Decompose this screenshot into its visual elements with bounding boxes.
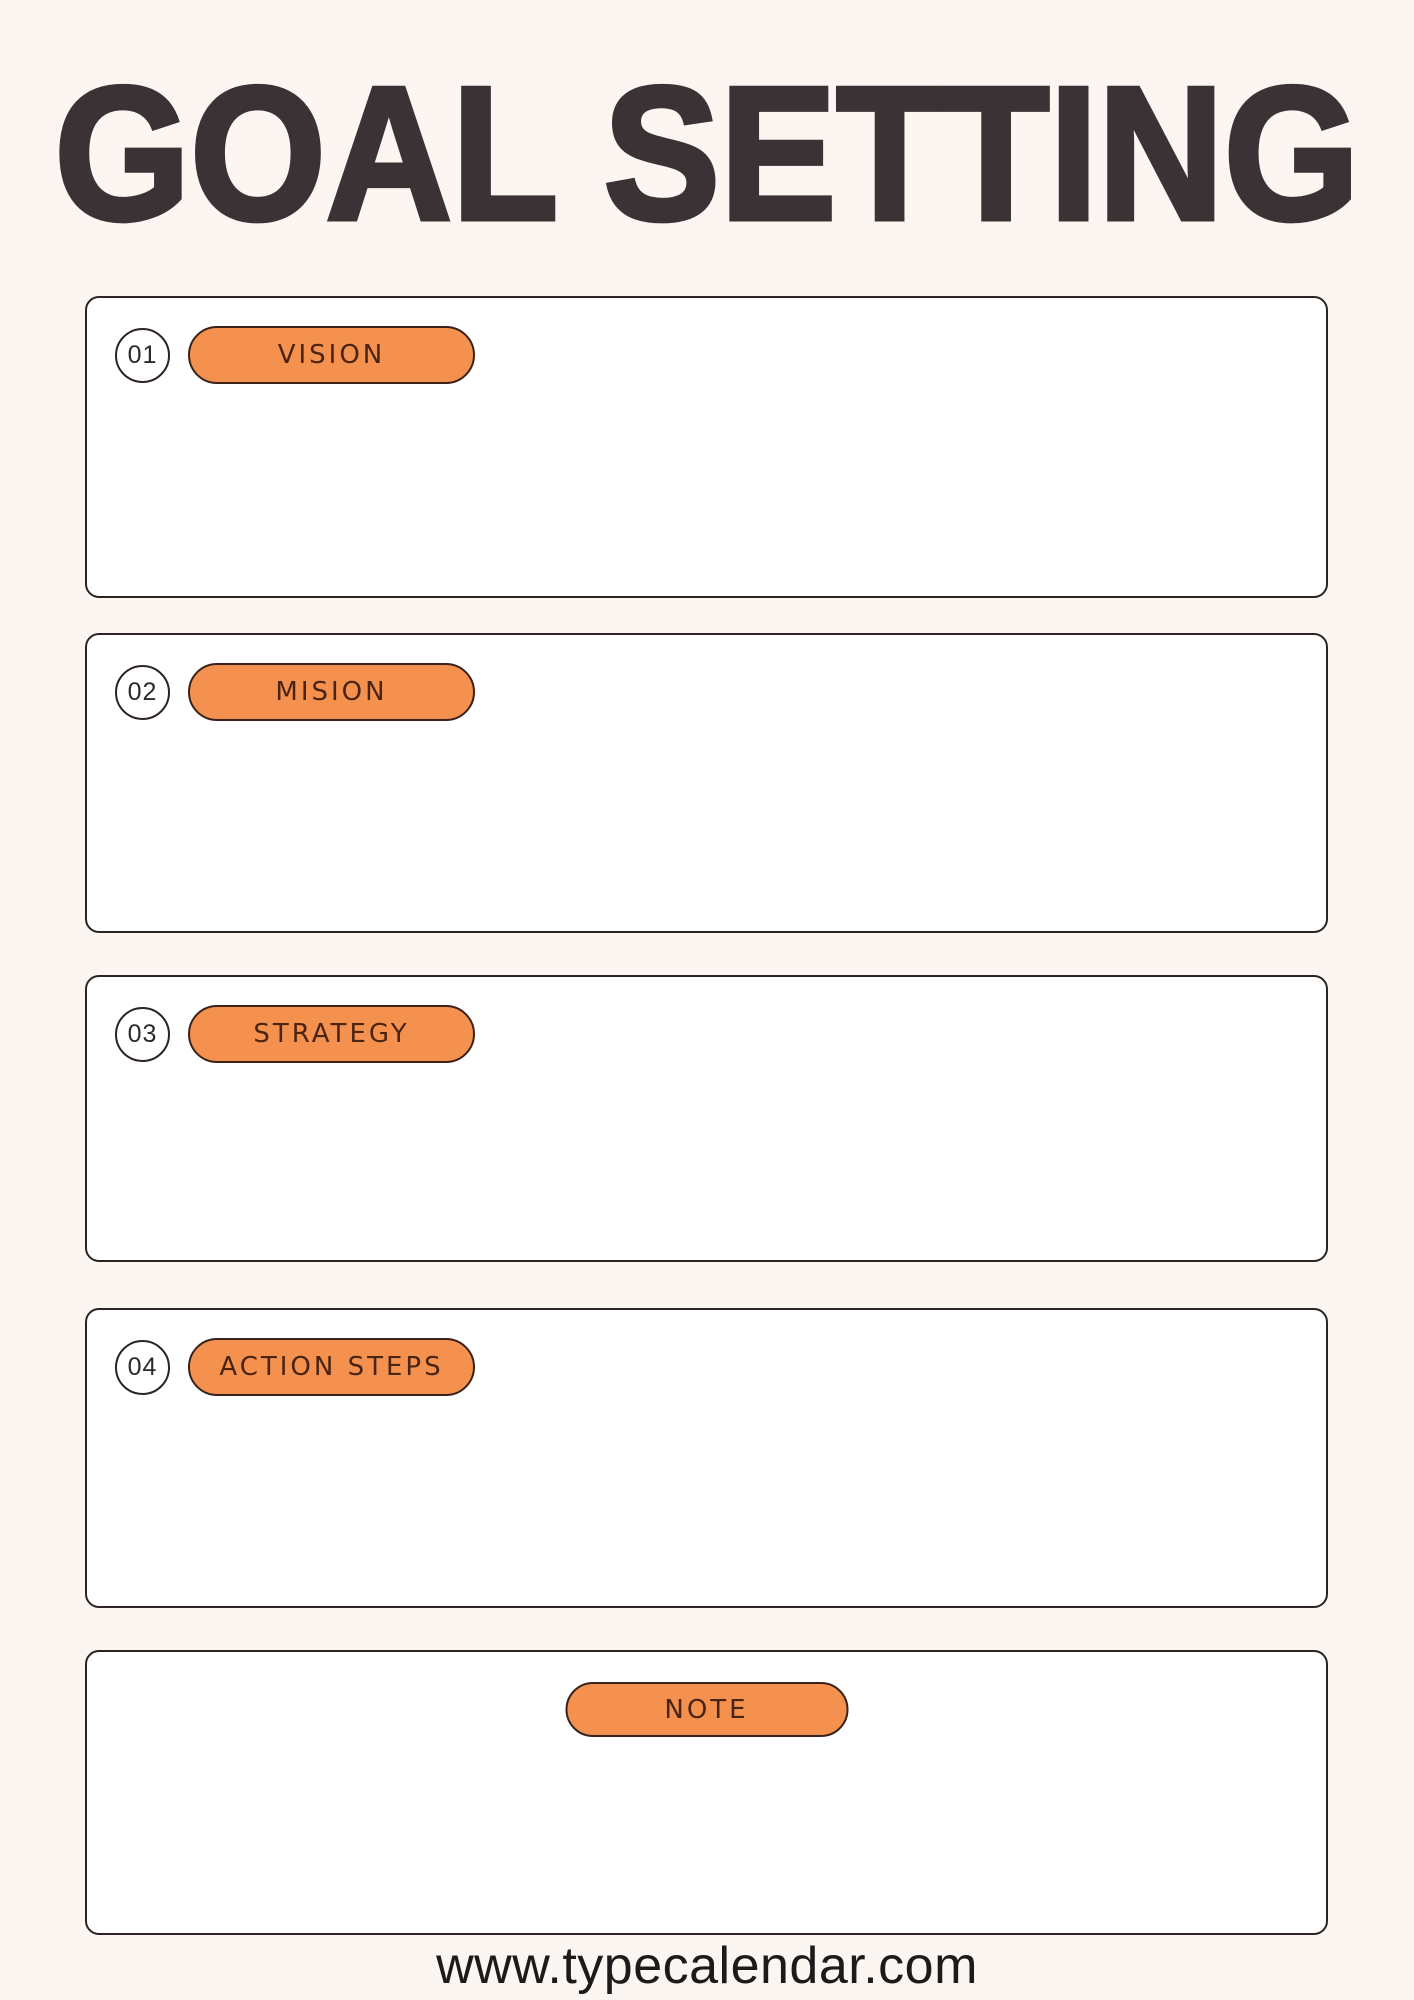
note-label-pill: NOTE bbox=[565, 1682, 848, 1737]
section-number-badge: 04 bbox=[115, 1340, 170, 1395]
page-title-graphic bbox=[0, 0, 1414, 240]
section-header bbox=[115, 1338, 475, 1396]
section-header bbox=[115, 663, 475, 721]
section-box-vision bbox=[85, 296, 1328, 598]
section-label-pill: STRATEGY bbox=[188, 1005, 475, 1063]
section-label-pill: VISION bbox=[188, 326, 475, 384]
page-title: GOAL SETTING bbox=[54, 48, 1360, 240]
section-header bbox=[115, 326, 475, 384]
section-box-strategy bbox=[85, 975, 1328, 1262]
section-box-action-steps bbox=[85, 1308, 1328, 1608]
section-box-note bbox=[85, 1650, 1328, 1935]
footer-website-url: www.typecalendar.com bbox=[436, 1937, 978, 1995]
section-label-pill: ACTION STEPS bbox=[188, 1338, 475, 1396]
section-box-mision bbox=[85, 633, 1328, 933]
section-number-badge: 03 bbox=[115, 1007, 170, 1062]
section-label-pill: MISION bbox=[188, 663, 475, 721]
section-number-badge: 01 bbox=[115, 328, 170, 383]
section-header bbox=[115, 1005, 475, 1063]
section-number-badge: 02 bbox=[115, 665, 170, 720]
